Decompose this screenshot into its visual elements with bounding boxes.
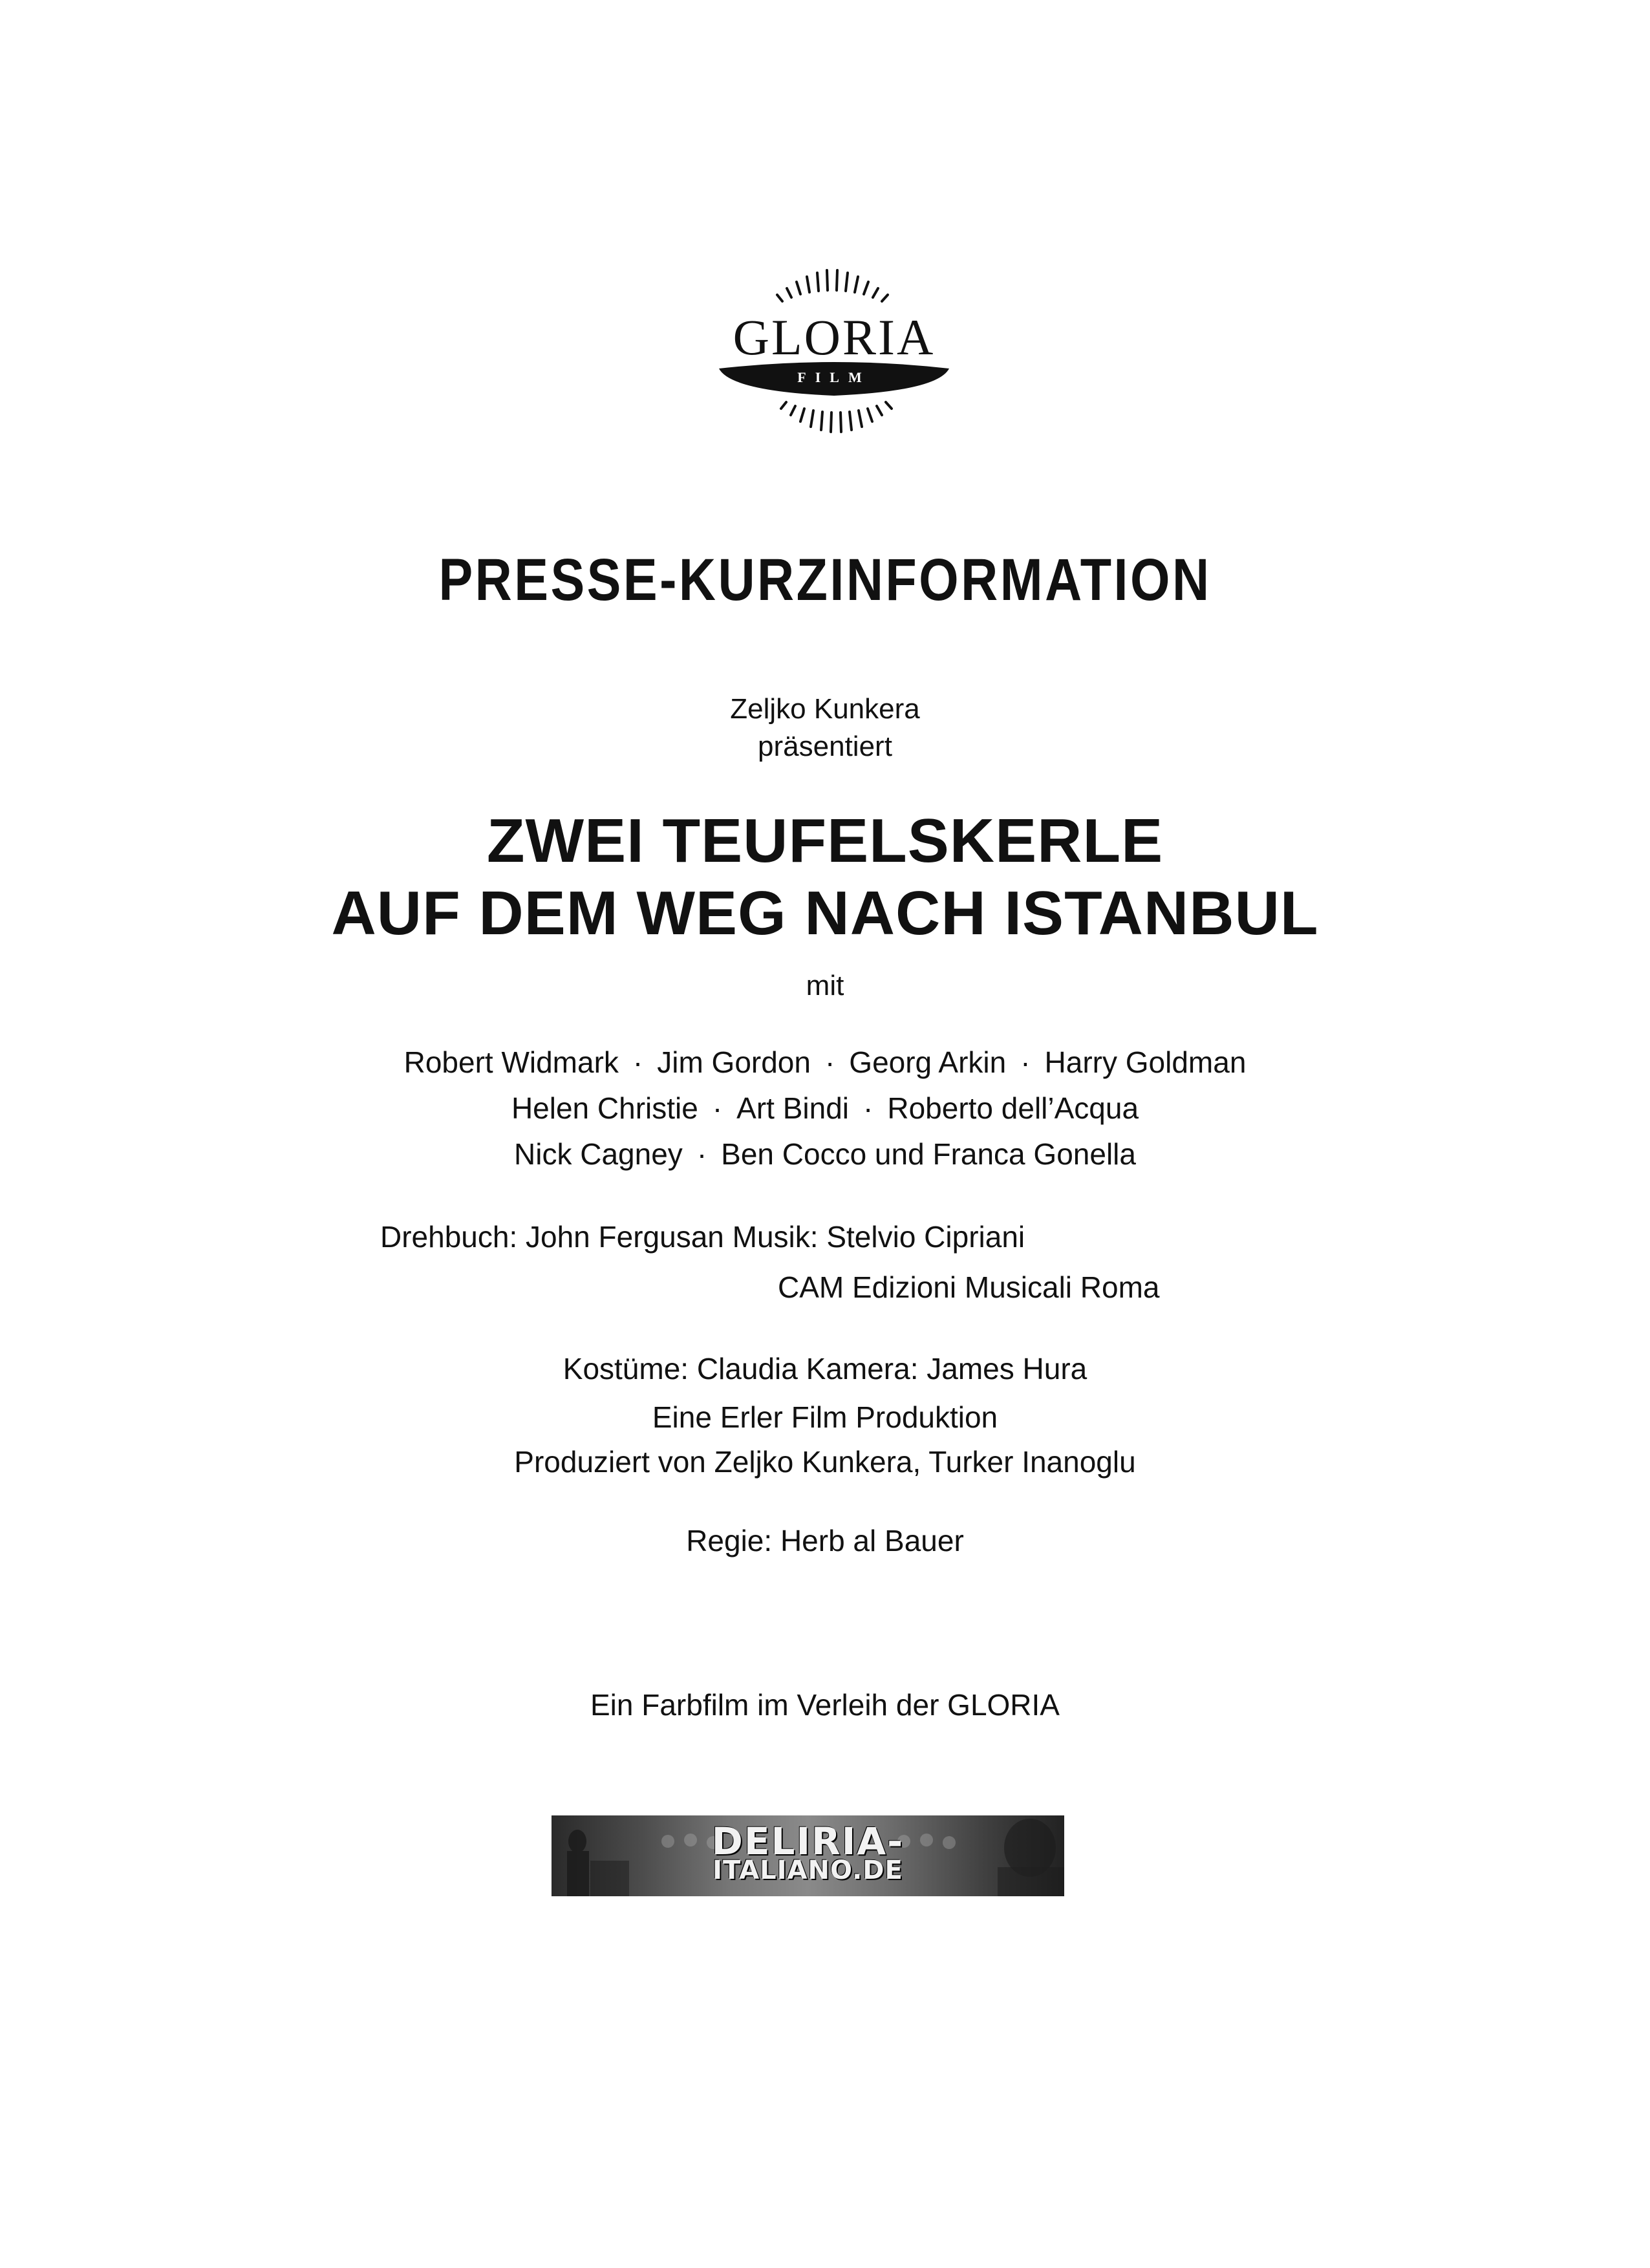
separator-dot: · — [712, 1091, 723, 1125]
presenter-verb: präsentiert — [758, 731, 892, 762]
logo-gloria-text: GLORIA — [733, 309, 936, 365]
credit-costumes-camera: Kostüme: Claudia Kamera: James Hura — [562, 1352, 1088, 1385]
film-title-line-2: AUF DEM WEG NACH ISTANBUL — [331, 879, 1319, 948]
cast-member: Harry Goldman — [1044, 1045, 1247, 1079]
film-title — [0, 805, 1650, 950]
separator-dot: · — [824, 1045, 835, 1079]
cast-list — [0, 1040, 1650, 1177]
watermark-banner — [552, 1815, 1064, 1896]
cast-row — [0, 1131, 1650, 1177]
presenter-block — [0, 690, 1650, 765]
cast-member: Jim Gordon — [657, 1045, 811, 1079]
cast-row — [0, 1086, 1650, 1131]
with-label: mit — [806, 970, 844, 1001]
credit-script-music: Drehbuch: John Fergusan Musik: Stelvio Cipriani — [380, 1220, 1025, 1254]
cast-row — [0, 1040, 1650, 1086]
separator-dot: · — [632, 1045, 643, 1079]
logo-film-text: FILM — [797, 369, 871, 385]
presenter-name: Zeljko Kunkera — [730, 693, 920, 725]
cast-member: Roberto dell’Acqua — [887, 1091, 1139, 1125]
credit-music-publisher: CAM Edizioni Musicali Roma — [778, 1270, 1160, 1304]
separator-dot: · — [863, 1091, 873, 1125]
separator-dot: · — [1020, 1045, 1031, 1079]
film-title-line-1: ZWEI TEUFELSKERLE — [486, 806, 1164, 875]
watermark-line-2: ITALIANO.DE — [712, 1856, 903, 1885]
credit-production: Eine Erler Film Produktion — [652, 1400, 998, 1434]
page-heading: PRESSE-KURZINFORMATION — [438, 547, 1212, 613]
cast-member: Helen Christie — [511, 1091, 698, 1125]
cast-member: Art Bindi — [736, 1091, 850, 1125]
separator-dot: · — [696, 1137, 707, 1171]
cast-member: Ben Cocco und Franca Gonella — [721, 1137, 1136, 1171]
distribution-note: Ein Farbfilm im Verleih der GLORIA — [590, 1688, 1060, 1722]
cast-member: Nick Cagney — [514, 1137, 683, 1171]
gloria-film-logo — [705, 259, 963, 453]
cast-member: Robert Widmark — [403, 1045, 619, 1079]
cast-member: Georg Arkin — [849, 1045, 1007, 1079]
credit-director: Regie: Herb al Bauer — [686, 1524, 964, 1557]
credit-producers: Produziert von Zeljko Kunkera, Turker Inanoglu — [514, 1445, 1136, 1479]
watermark-line-1: DELIRIA- — [711, 1819, 905, 1863]
